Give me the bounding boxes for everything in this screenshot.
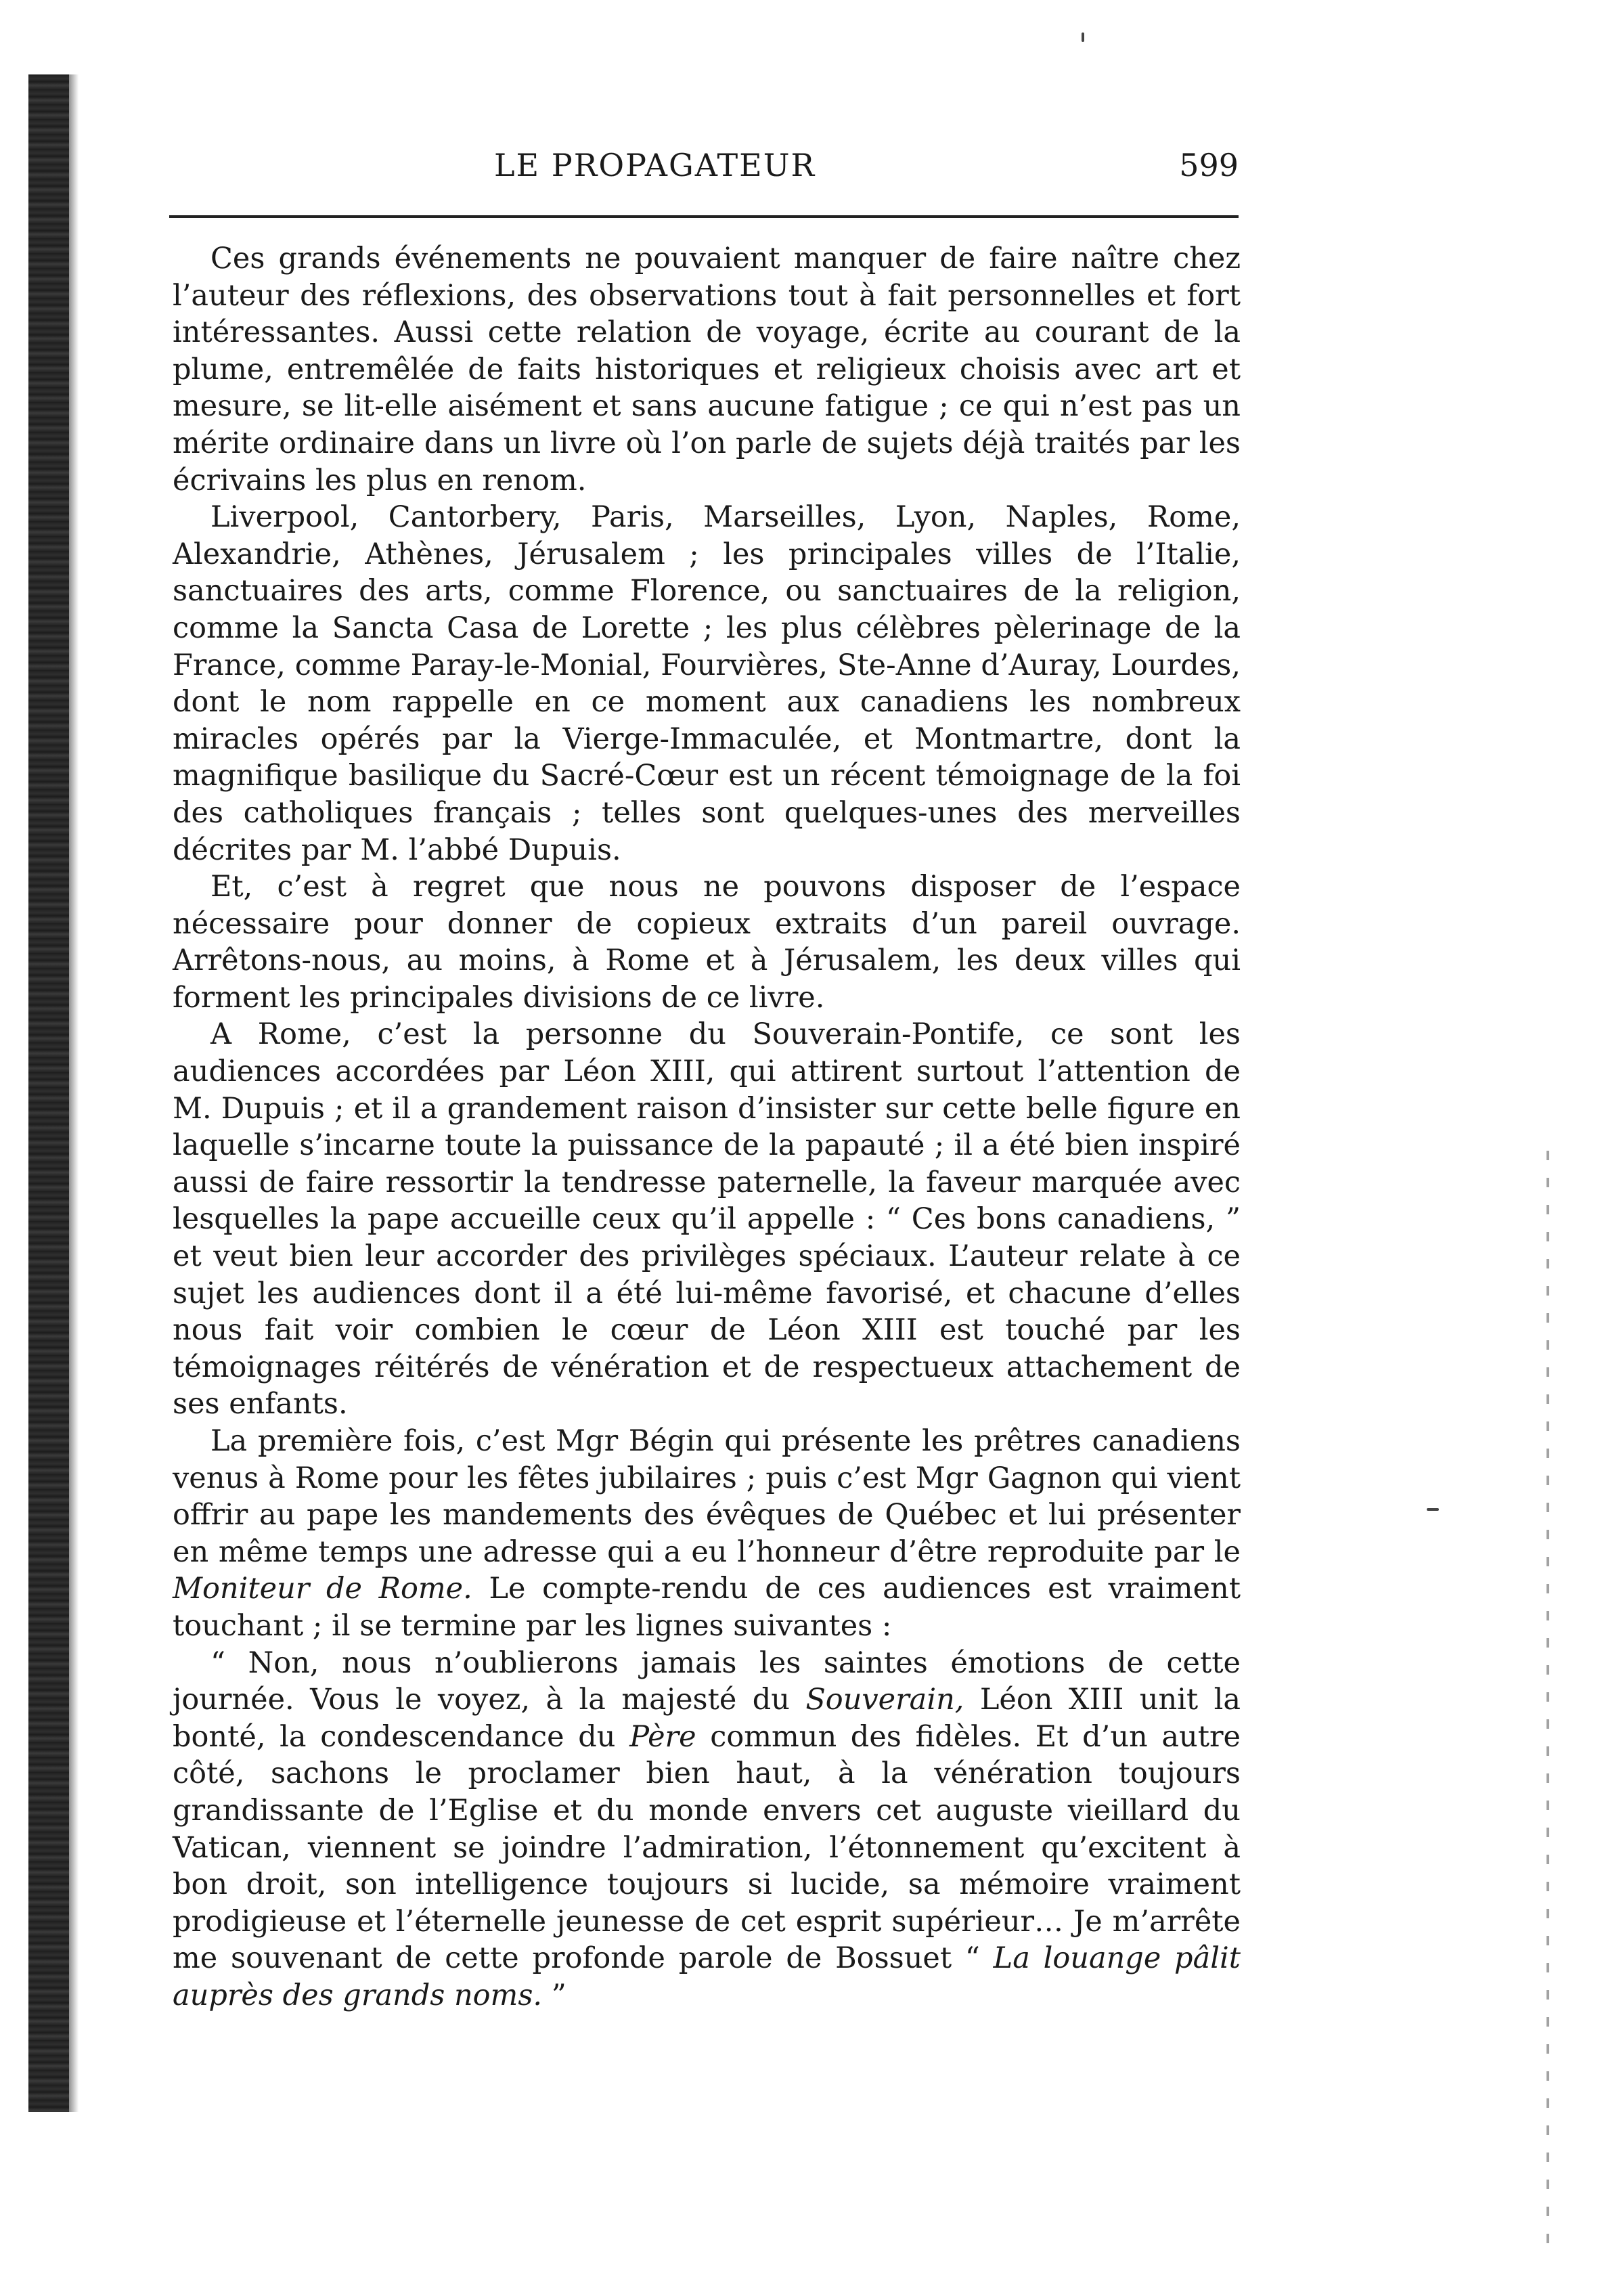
italic-quote: La louange pâlit auprès des grands noms. (173, 1941, 1241, 2012)
paragraph (173, 1423, 1241, 1645)
closing-quote: ” (551, 1978, 566, 2012)
body-text (173, 240, 1241, 2014)
page-header (169, 141, 1239, 190)
scan-edge-dot (1427, 1508, 1439, 1511)
scan-edge-marks (1547, 1151, 1549, 2261)
paragraph: Liverpool, Cantorbery, Paris, Marseilles, Lyon, Naples, Rome, Alexandrie, Athènes, Jérusalem ; les principales villes de l’Italie, sanctuaires des arts, comme Florence, ou sanctuaires de la religion, comme la Sancta Casa de Lorette ; les plus célèbres pèlerinage de la France, comme Paray-le-Monial, Fourvières, Ste-Anne d’Auray, Lourdes, dont le nom rappelle en ce moment aux canadiens les nombreux miracles opérés par la Vierge-Immaculée, et Montmartre, dont la magnifique basilique du Sacré-Cœur est un récent témoignage de la foi des catholiques français ; telles sont quelques-unes des merveilles décrites par M. l’abbé Dupuis. (173, 500, 1241, 867)
text-run: Léon XIII unit la bonté, la condescendance du (173, 1683, 1241, 1754)
header-rule (169, 215, 1239, 218)
paragraph: A Rome, c’est la personne du Souverain-Pontife, ce sont les audiences accordées par Léon XIII, qui attirent surtout l’attention de M. Dupuis ; et il a grandement raison d’insister sur cette belle figure en laquelle s’incarne toute la puissance de la papauté ; il a été bien inspiré aussi de faire ressortir la tendresse paternelle, la faveur marquée avec lesquelles la pape accueille ceux qu’il appelle : “ Ces bons canadiens, ” et veut bien leur accorder des privilèges spéciaux. L’auteur relate à ce sujet les audiences dont il a été lui-même favorisé, et chacune d’elles nous fait voir combien le cœur de Léon XIII est touché par les témoignages réitérés de vénération et de respectueux attachement de ses enfants. (173, 1017, 1241, 1421)
scan-edge-dot (1082, 32, 1084, 42)
paragraph: Ces grands événements ne pouvaient manquer de faire naître chez l’auteur des réflexions, des observations tout à fait personnelles et fort intéressantes. Aussi cette relation de voyage, écrite au courant de la plume, entremêlée de faits historiques et religieux choisis avec art et mesure, se lit-elle aisément et sans aucune fatigue ; ce qui n’est pas un mérite ordinaire dans un livre où l’on parle de sujets déjà traités par les écrivains les plus en renom. (173, 242, 1241, 498)
page-number: 599 (1179, 147, 1239, 183)
binding-gutter (28, 74, 69, 2112)
quotation-paragraph (173, 1645, 1241, 2014)
text-run: Le compte-rendu de ces audiences est vraiment touchant ; il se termine par les lignes suivantes : (173, 1572, 1241, 1643)
paragraph: Et, c’est à regret que nous ne pouvons disposer de l’espace nécessaire pour donner de copieux extraits d’un pareil ouvrage. Arrêtons-nous, au moins, à Rome et à Jérusalem, les deux villes qui forment les principales divisions de ce livre. (173, 870, 1241, 1015)
italic-word: Souverain, (805, 1683, 964, 1717)
italic-word: Père (629, 1719, 696, 1754)
text-run: La première fois, c’est Mgr Bégin qui présente les prêtres canadiens venus à Rome pour les fêtes jubilaires ; puis c’est Mgr Gagnon qui vient offrir au pape les mandements des évêques de Québec et lui présenter en même temps une adresse qui a eu l’honneur d’être reproduite par le (173, 1424, 1241, 1569)
running-title: LE PROPAGATEUR (494, 147, 816, 183)
italic-title: Moniteur de Rome. (173, 1572, 472, 1606)
text-run: “ Non, nous n’oublierons jamais les saintes émotions de cette journée. Vous le voyez, à la majesté du (173, 1646, 1241, 1717)
text-run: commun des fidèles. Et d’un autre côté, sachons le proclamer bien haut, à la vénération toujours grandissante de l’Eglise et du monde envers cet auguste vieillard du Vatican, viennent se joindre l’admiration, l’étonnement qu’excitent à bon droit, son intelligence toujours si lucide, sa mémoire vraiment prodigieuse et l’éternelle jeunesse de cet esprit supérieur… Je m’arrête me souvenant de cette profonde parole de Bossuet “ (173, 1719, 1241, 1976)
